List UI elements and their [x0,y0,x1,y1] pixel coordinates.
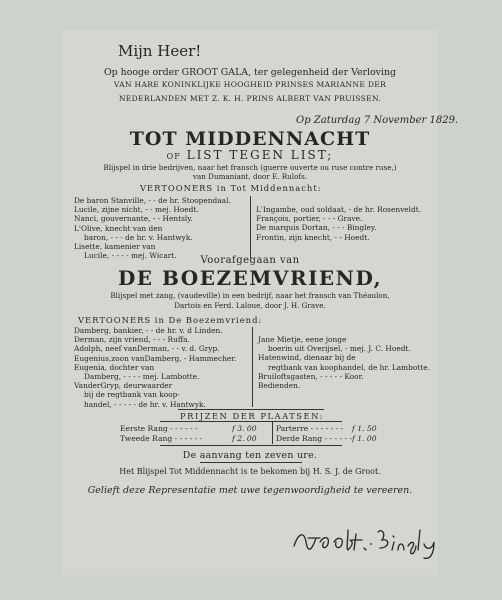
cast-line: Bedienden. [258,380,301,390]
play1-subtitle-of: OF [166,152,181,161]
intro-line-1: Op hooge order GROOT GALA, ter gelegenheid der Verloving [104,67,396,78]
intro-line-3: NEDERLANDEN MET Z. K. H. PRINS ALBERT VAN PRUISSEN. [118,94,382,103]
cast-line: Jane Mietje, eene jonge [258,335,347,344]
price-label: Parterre - - - - - - - [276,424,344,433]
cast-line: baron, - - - de hr. v. Hantwyk. [84,232,193,242]
play2-cast-left [74,326,236,409]
cast-line: De baron Stanville, - - de hr. Stoopendaal. [74,196,231,205]
play1-subtitle-text: LIST TEGEN LIST; [186,148,334,162]
play1-description-2: van Dumaniant, door E. Rulofs. [192,172,308,181]
play1-cast-heading: VERTOONERS in Tot Middennacht: [140,183,322,193]
prices-heading: PRIJZEN DER PLAATSEN: [180,411,324,421]
cast-line: Adolph, neef vanDerman, - - v. d. Gryp. [74,344,220,354]
cast-line: Lucile, - - - - mej. Wicart. [84,251,177,261]
cast-line: Derman, zijn vriend, - - - Ruffa. [74,335,190,345]
greeting: Mijn Heer! [118,42,202,60]
cast-line: L'Olive, knecht van den [74,223,163,233]
price-value: f 1. 00 [352,434,377,443]
play2-title: DE BOEZEMVRIEND, [117,266,383,290]
cast-line: François, portier, - - - Grave. [256,214,363,224]
play1-description-1: Blijspel in drie bedrijven, naar het fransch (guerre ouverte ou ruse contre ruse,) [103,163,397,172]
cast-line: bij de regtbank van koop- [84,390,180,400]
price-label: Tweede Rang - - - - - - [120,434,203,443]
prices-rule-top [178,409,324,410]
cast-line: Eugenius,zoon vanDamberg, - Hammecher. [74,353,237,363]
price-label: Eerste Rang - - - - - - [120,424,198,433]
cast-line: Bruiloftsgasten, - - - - - Koor. [258,371,364,381]
cast-line: boerin uit Overijsel, - mej. J. C. Hoedt. [268,344,411,354]
prices-rule-bottom [160,445,342,446]
cast-line: Eugenia, dochter van [74,362,155,372]
price-value: f 3. 00 [232,424,257,433]
cast-line: L'Ingambe, oud soldaat, - de hr. Rosenveldt. [256,205,422,214]
book-note: Het Blijspel Tot Middennacht is te bekomen bij H. S. J. de Groot. [119,467,381,476]
cast-divider-1 [250,196,251,258]
play2-cast-heading: VERTOONERS in De Boezemvriend: [78,315,263,325]
cast-line: handel, - - - - - de hr. v. Hantwyk. [84,399,206,409]
play2-cast-right [258,335,430,390]
cast-line: De marquis Dortan, - - - Bingley. [256,223,377,233]
price-label: Derde Rang - - - - - - [276,434,353,443]
intro-line-2: VAN HARE KONINKLIJKE HOOGHEID PRINSES MARIANNE DER [113,80,387,89]
start-rule [200,462,302,463]
cast-line: Lisette, kamenier van [74,241,156,251]
cast-line: regtbank van koophandel, de hr. Lambotte. [268,362,431,372]
cast-line: Frontin, zijn knecht, - - Hoedt. [256,232,370,242]
cast-line: Hatenwind, dienaar bij de [258,353,356,363]
price-value: f 2. 00 [232,434,257,443]
cast-line: Damberg, bankier, - - de hr. v. d Linden. [74,326,223,335]
preceded-by: Voorafgegaan van [200,255,300,266]
play1-subtitle [62,149,438,161]
attendance-request: Gelieft deze Representatie met uwe tegenwoordigheid te vereeren. [87,485,413,496]
handwritten-signature [290,520,450,560]
play1-cast-left [74,196,231,260]
price-value: f 1. 50 [352,424,377,433]
play2-description-1: Blijspel met zang, (vaudeville) in een bedrijf, naar het fransch van Théaulon, [110,291,390,300]
cast-line: Damberg, - - - - mej. Lambotte. [84,371,200,381]
prices-divider [272,422,273,444]
performance-date: Op Zaturdag 7 November 1829. [296,115,459,126]
play1-cast-right [256,205,421,242]
prices-rule-under-heading [160,421,342,422]
start-time: De aanvang ten zeven ure. [182,450,318,461]
cast-line: Nanci, gouvernante, - - Hentsly. [74,214,193,224]
play2-description-2: Dartois en Ferd. Laloue, door J. H. Grave. [174,301,326,310]
cast-line: Lucile, zijne nicht, - - mej. Hoedt. [74,205,199,215]
play1-title: TOT MIDDENNACHT [129,128,371,150]
cast-divider-2 [252,327,253,407]
cast-line: VanderGryp, deurwaarder [74,381,173,391]
